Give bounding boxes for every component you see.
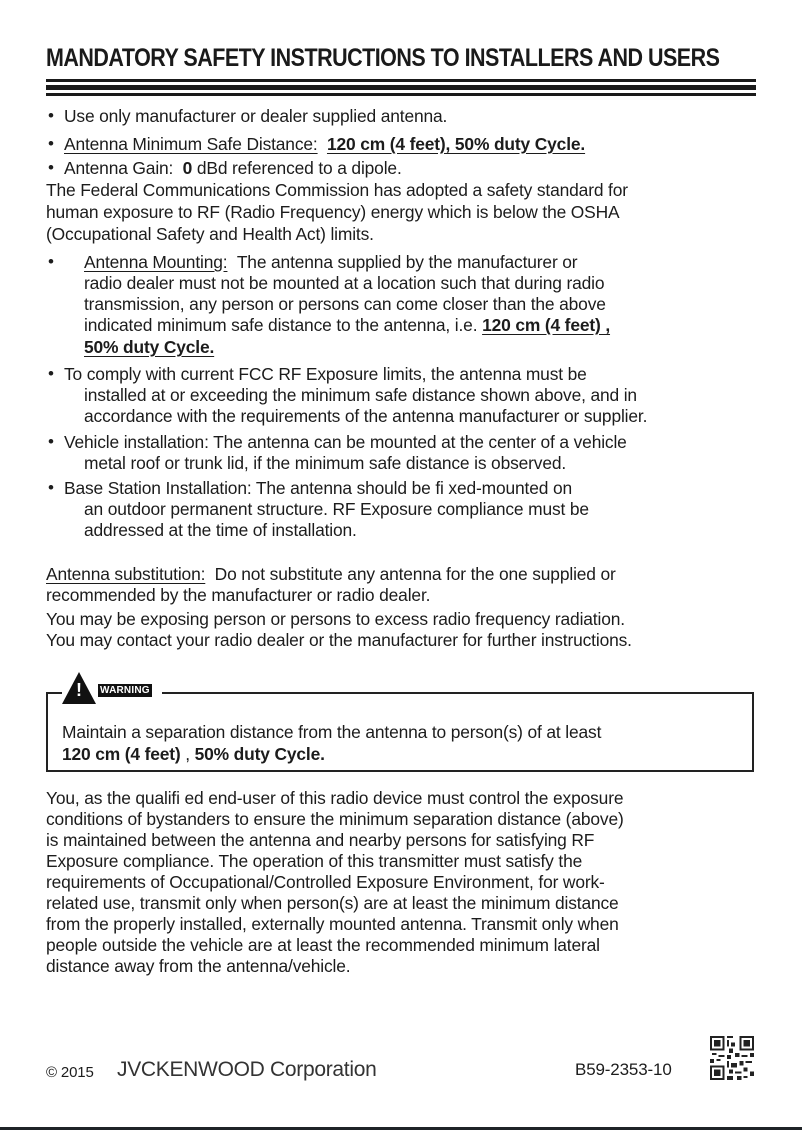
enduser-line-5: requirements of Occupational/Controlled Exposure Environment, for work- [46, 872, 605, 892]
mounting-line-1 [84, 252, 577, 274]
qr-code-icon [710, 1036, 754, 1080]
bullet-dot: • [48, 106, 54, 125]
bullet-dot: • [48, 478, 54, 497]
copyright: © 2015 [46, 1064, 94, 1081]
mounting-label: Antenna Mounting: [84, 252, 228, 272]
enduser-line-1: You, as the qualifi ed end-user of this radio device must control the exposure [46, 788, 624, 808]
mounting-value-1: 120 cm (4 feet) , [482, 315, 611, 335]
mounting-text: The antenna supplied by the manufacturer or [236, 252, 578, 272]
substitution-line-4: You may contact your radio dealer or the manufacturer for further instructions. [46, 630, 632, 650]
gain-value: 0 [182, 158, 193, 178]
substitution-line-3: You may be exposing person or persons to excess radio frequency radiation. [46, 609, 625, 629]
company-logo: JVCKENWOOD Corporation [117, 1058, 377, 1081]
mounting-line-2: radio dealer must not be mounted at a location such that during radio [84, 273, 605, 293]
title-rule-thin-bottom [46, 93, 756, 96]
fcc-comply-line-1: To comply with current FCC RF Exposure limits, the antenna must be [64, 364, 587, 384]
bullet-dot: • [48, 158, 54, 177]
bullet-dot: • [48, 432, 54, 451]
bullet-dot: • [48, 252, 54, 271]
substitution-text: Do not substitute any antenna for the one supplied or [214, 564, 616, 584]
warning-value-duty: 50% duty Cycle. [194, 744, 325, 764]
fcc-comply-line-3: accordance with the requirements of the antenna manufacturer or supplier. [84, 406, 648, 426]
vehicle-line-1: Vehicle installation: The antenna can be mounted at the center of a vehicle [64, 432, 627, 452]
base-station-line-2: an outdoor permanent structure. RF Exposure compliance must be [84, 499, 589, 519]
enduser-line-4: Exposure compliance. The operation of this transmitter must satisfy the [46, 851, 583, 871]
warning-line-1: Maintain a separation distance from the antenna to person(s) of at least [62, 722, 602, 742]
min-distance-label: Antenna Minimum Safe Distance: [64, 134, 318, 154]
substitution-line-2: recommended by the manufacturer or radio dealer. [46, 585, 431, 605]
bullet-min-safe-distance [64, 134, 621, 156]
enduser-line-7: from the properly installed, externally mounted antenna. Transmit only when [46, 914, 619, 934]
bullet-antenna-gain [64, 158, 402, 180]
gain-rest: dBd referenced to a dipole. [196, 158, 402, 178]
gain-label: Antenna Gain: [64, 158, 174, 178]
fcc-line-1: The Federal Communications Commission has adopted a safety standard for [46, 180, 628, 200]
base-station-line-1: Base Station Installation: The antenna should be fi xed-mounted on [64, 478, 572, 498]
bullet-dot: • [48, 364, 54, 383]
mounting-text: indicated minimum safe distance to the antenna, i.e. [84, 315, 478, 335]
bullet-supplied-antenna: Use only manufacturer or dealer supplied antenna. [64, 106, 448, 126]
warning-sep: , [180, 744, 195, 764]
warning-header [62, 672, 162, 706]
enduser-line-6: related use, transmit only when person(s) are at least the minimum distance [46, 893, 619, 913]
page-title: MANDATORY SAFETY INSTRUCTIONS TO INSTALLERS AND USERS [46, 44, 720, 72]
fcc-line-3: (Occupational Safety and Health Act) limits. [46, 224, 374, 244]
fcc-line-2: human exposure to RF (Radio Frequency) energy which is below the OSHA [46, 202, 620, 222]
fcc-comply-line-2: installed at or exceeding the minimum safe distance shown above, and in [84, 385, 637, 405]
mounting-value-2: 50% duty Cycle. [84, 337, 215, 357]
base-station-line-3: addressed at the time of installation. [84, 520, 357, 540]
enduser-line-9: distance away from the antenna/vehicle. [46, 956, 351, 976]
enduser-line-8: people outside the vehicle are at least the recommended minimum lateral [46, 935, 600, 955]
part-number: B59-2353-10 [575, 1060, 672, 1079]
mounting-line-3: transmission, any person or persons can come closer than the above [84, 294, 606, 314]
title-rule-thin-top [46, 79, 756, 82]
enduser-line-3: is maintained between the antenna and nearby persons for satisfying RF [46, 830, 595, 850]
substitution-line-1 [46, 564, 616, 586]
mounting-line-4 [84, 315, 628, 337]
exclamation-icon: ! [76, 680, 82, 700]
warning-label: WARNING [100, 685, 150, 696]
enduser-line-2: conditions of bystanders to ensure the minimum separation distance (above) [46, 809, 624, 829]
substitution-label: Antenna substitution: [46, 564, 206, 584]
title-rule-thick [46, 85, 756, 90]
warning-value-distance: 120 cm (4 feet) [62, 744, 181, 764]
warning-line-2 [62, 744, 325, 766]
bullet-dot: • [48, 134, 54, 153]
vehicle-line-2: metal roof or trunk lid, if the minimum safe distance is observed. [84, 453, 567, 473]
min-distance-value: 120 cm (4 feet), 50% duty Cycle. [326, 134, 586, 154]
